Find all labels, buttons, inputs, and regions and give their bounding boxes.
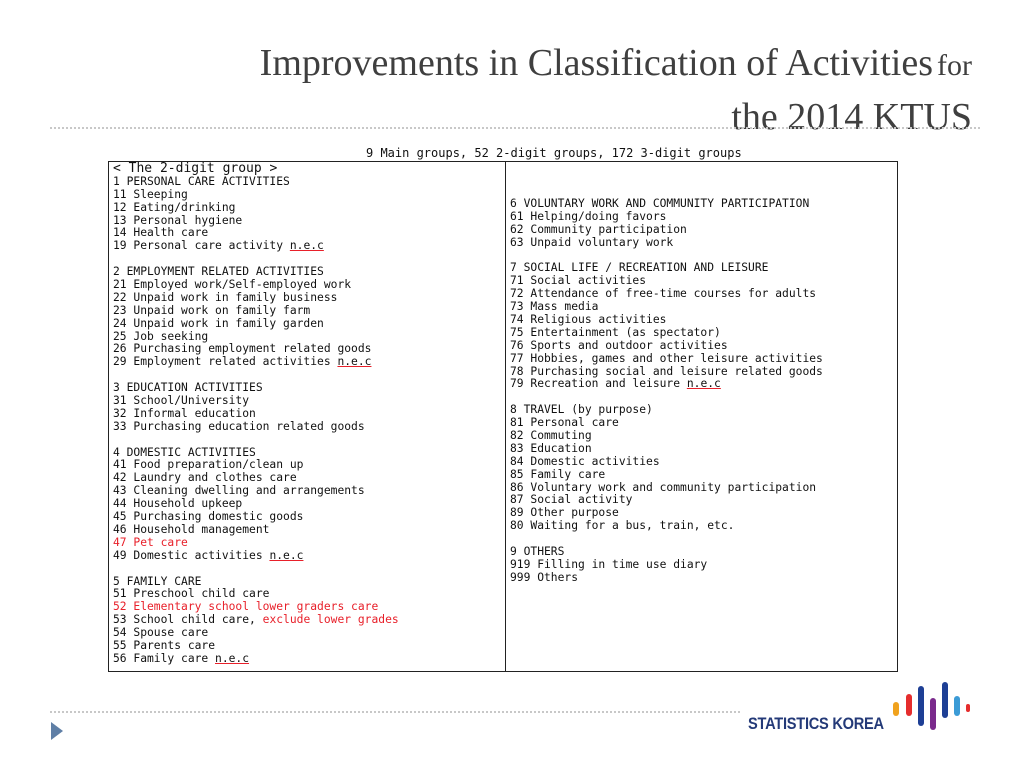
- list-item: 86 Voluntary work and community participation: [510, 480, 817, 494]
- list-item: 14 Health care: [113, 226, 209, 240]
- group-title: 4 DOMESTIC ACTIVITIES: [113, 445, 256, 459]
- bottom-divider: [50, 711, 740, 713]
- list-item: 44 Household upkeep: [113, 497, 243, 511]
- logo-text: STATISTICS KOREA: [748, 714, 884, 733]
- slide-title: [32, 40, 972, 140]
- list-item: 25 Job seeking: [113, 329, 209, 343]
- title-line2: the 2014 KTUS: [731, 96, 972, 138]
- list-item-new: 52 Elementary school lower graders care: [113, 600, 379, 614]
- list-item: 73 Mass media: [510, 300, 599, 314]
- list-item: [113, 356, 501, 369]
- list-item: 42 Laundry and clothes care: [113, 471, 297, 485]
- group-title: 8 TRAVEL (by purpose): [510, 403, 653, 417]
- triangle-arrow-icon: [51, 722, 63, 740]
- list-item: 54 Spouse care: [113, 626, 209, 640]
- list-item: 78 Purchasing social and leisure related goods: [510, 364, 823, 378]
- group-title: 7 SOCIAL LIFE / RECREATION AND LEISURE: [510, 261, 769, 275]
- list-item: 81 Personal care: [510, 416, 619, 430]
- title-for: for: [937, 49, 972, 82]
- logo-bar: [906, 694, 912, 716]
- list-item: 63 Unpaid voluntary work: [510, 235, 674, 249]
- list-item: 61 Helping/doing favors: [510, 209, 667, 223]
- list-item: 999 Others: [510, 570, 579, 584]
- list-item: 80 Waiting for a bus, train, etc.: [510, 519, 735, 533]
- list-item: 76 Sports and outdoor activities: [510, 338, 728, 352]
- nec-label: n.e.c: [686, 377, 721, 391]
- group-title: 5 FAMILY CARE: [113, 574, 202, 588]
- list-item: 71 Social activities: [510, 274, 647, 288]
- nec-label: n.e.c: [337, 355, 372, 369]
- column-divider: [505, 162, 506, 671]
- right-column: [510, 198, 896, 585]
- group-title: 2 EMPLOYMENT RELATED ACTIVITIES: [113, 265, 324, 279]
- list-item: [113, 240, 501, 253]
- classification-table: [108, 161, 898, 672]
- item-label: 79 Recreation and leisure: [510, 377, 687, 391]
- list-item: 919 Filling in time use diary: [510, 557, 708, 571]
- list-item: 22 Unpaid work in family business: [113, 290, 338, 304]
- list-item: 75 Entertainment (as spectator): [510, 325, 721, 339]
- list-item: 89 Other purpose: [510, 506, 619, 520]
- item-label: 53 School child care,: [113, 613, 263, 627]
- list-item: 77 Hobbies, games and other leisure activities: [510, 351, 823, 365]
- list-item: 85 Family care: [510, 467, 606, 481]
- spacer: [113, 434, 501, 447]
- list-item: [510, 378, 896, 391]
- nec-label: n.e.c: [269, 548, 304, 562]
- list-item: [113, 653, 501, 666]
- list-item: 72 Attendance of free-time courses for adults: [510, 287, 817, 301]
- group-title: 3 EDUCATION ACTIVITIES: [113, 381, 263, 395]
- list-item: [113, 550, 501, 563]
- logo-bar: [954, 696, 960, 716]
- list-item: 84 Domestic activities: [510, 454, 660, 468]
- item-label: 49 Domestic activities: [113, 548, 270, 562]
- item-label: 29 Employment related activities: [113, 355, 338, 369]
- title-main: Improvements in Classification of Activities: [259, 42, 934, 84]
- logo-bar: [942, 682, 948, 718]
- list-item: 87 Social activity: [510, 493, 633, 507]
- list-item: 83 Education: [510, 441, 592, 455]
- item-label: 56 Family care: [113, 651, 216, 665]
- logo-bar: [893, 702, 899, 716]
- logo-bar: [930, 698, 936, 730]
- spacer: [113, 563, 501, 576]
- group-title: 1 PERSONAL CARE ACTIVITIES: [113, 174, 290, 188]
- left-column: [113, 163, 501, 666]
- logo-bar: [918, 686, 924, 726]
- list-item: 55 Parents care: [113, 638, 216, 652]
- list-item: 31 School/University: [113, 394, 250, 408]
- list-item: 32 Informal education: [113, 406, 256, 420]
- list-item-new: 47 Pet care: [113, 535, 188, 549]
- list-item: 41 Food preparation/clean up: [113, 458, 304, 472]
- list-item: 11 Sleeping: [113, 187, 188, 201]
- spacer: [510, 533, 896, 546]
- list-item: 21 Employed work/Self-employed work: [113, 278, 352, 292]
- list-item: 46 Household management: [113, 522, 270, 536]
- list-item: 13 Personal hygiene: [113, 213, 243, 227]
- list-item: 23 Unpaid work on family farm: [113, 303, 311, 317]
- list-item: 43 Cleaning dwelling and arrangements: [113, 484, 365, 498]
- group-title: 9 OTHERS: [510, 545, 565, 559]
- list-item: 51 Preschool child care: [113, 587, 270, 601]
- top-divider: [50, 127, 980, 129]
- list-item: 26 Purchasing employment related goods: [113, 342, 372, 356]
- list-item: 74 Religious activities: [510, 313, 667, 327]
- list-item: 82 Commuting: [510, 429, 592, 443]
- item-label: 19 Personal care activity: [113, 239, 290, 253]
- logo-bar: [966, 704, 970, 712]
- nec-label: n.e.c: [289, 239, 324, 253]
- list-item: 33 Purchasing education related goods: [113, 419, 365, 433]
- list-item: 24 Unpaid work in family garden: [113, 316, 324, 330]
- group-summary: 9 Main groups, 52 2-digit groups, 172 3-digit groups: [366, 146, 742, 160]
- item-note-new: exclude lower grades: [262, 613, 399, 627]
- nec-label: n.e.c: [215, 651, 250, 665]
- list-item: 45 Purchasing domestic goods: [113, 510, 304, 524]
- table-heading: < The 2-digit group >: [113, 161, 278, 176]
- list-item: 12 Eating/drinking: [113, 200, 236, 214]
- list-item: 62 Community participation: [510, 222, 687, 236]
- group-title: 6 VOLUNTARY WORK AND COMMUNITY PARTICIPATION: [510, 197, 810, 210]
